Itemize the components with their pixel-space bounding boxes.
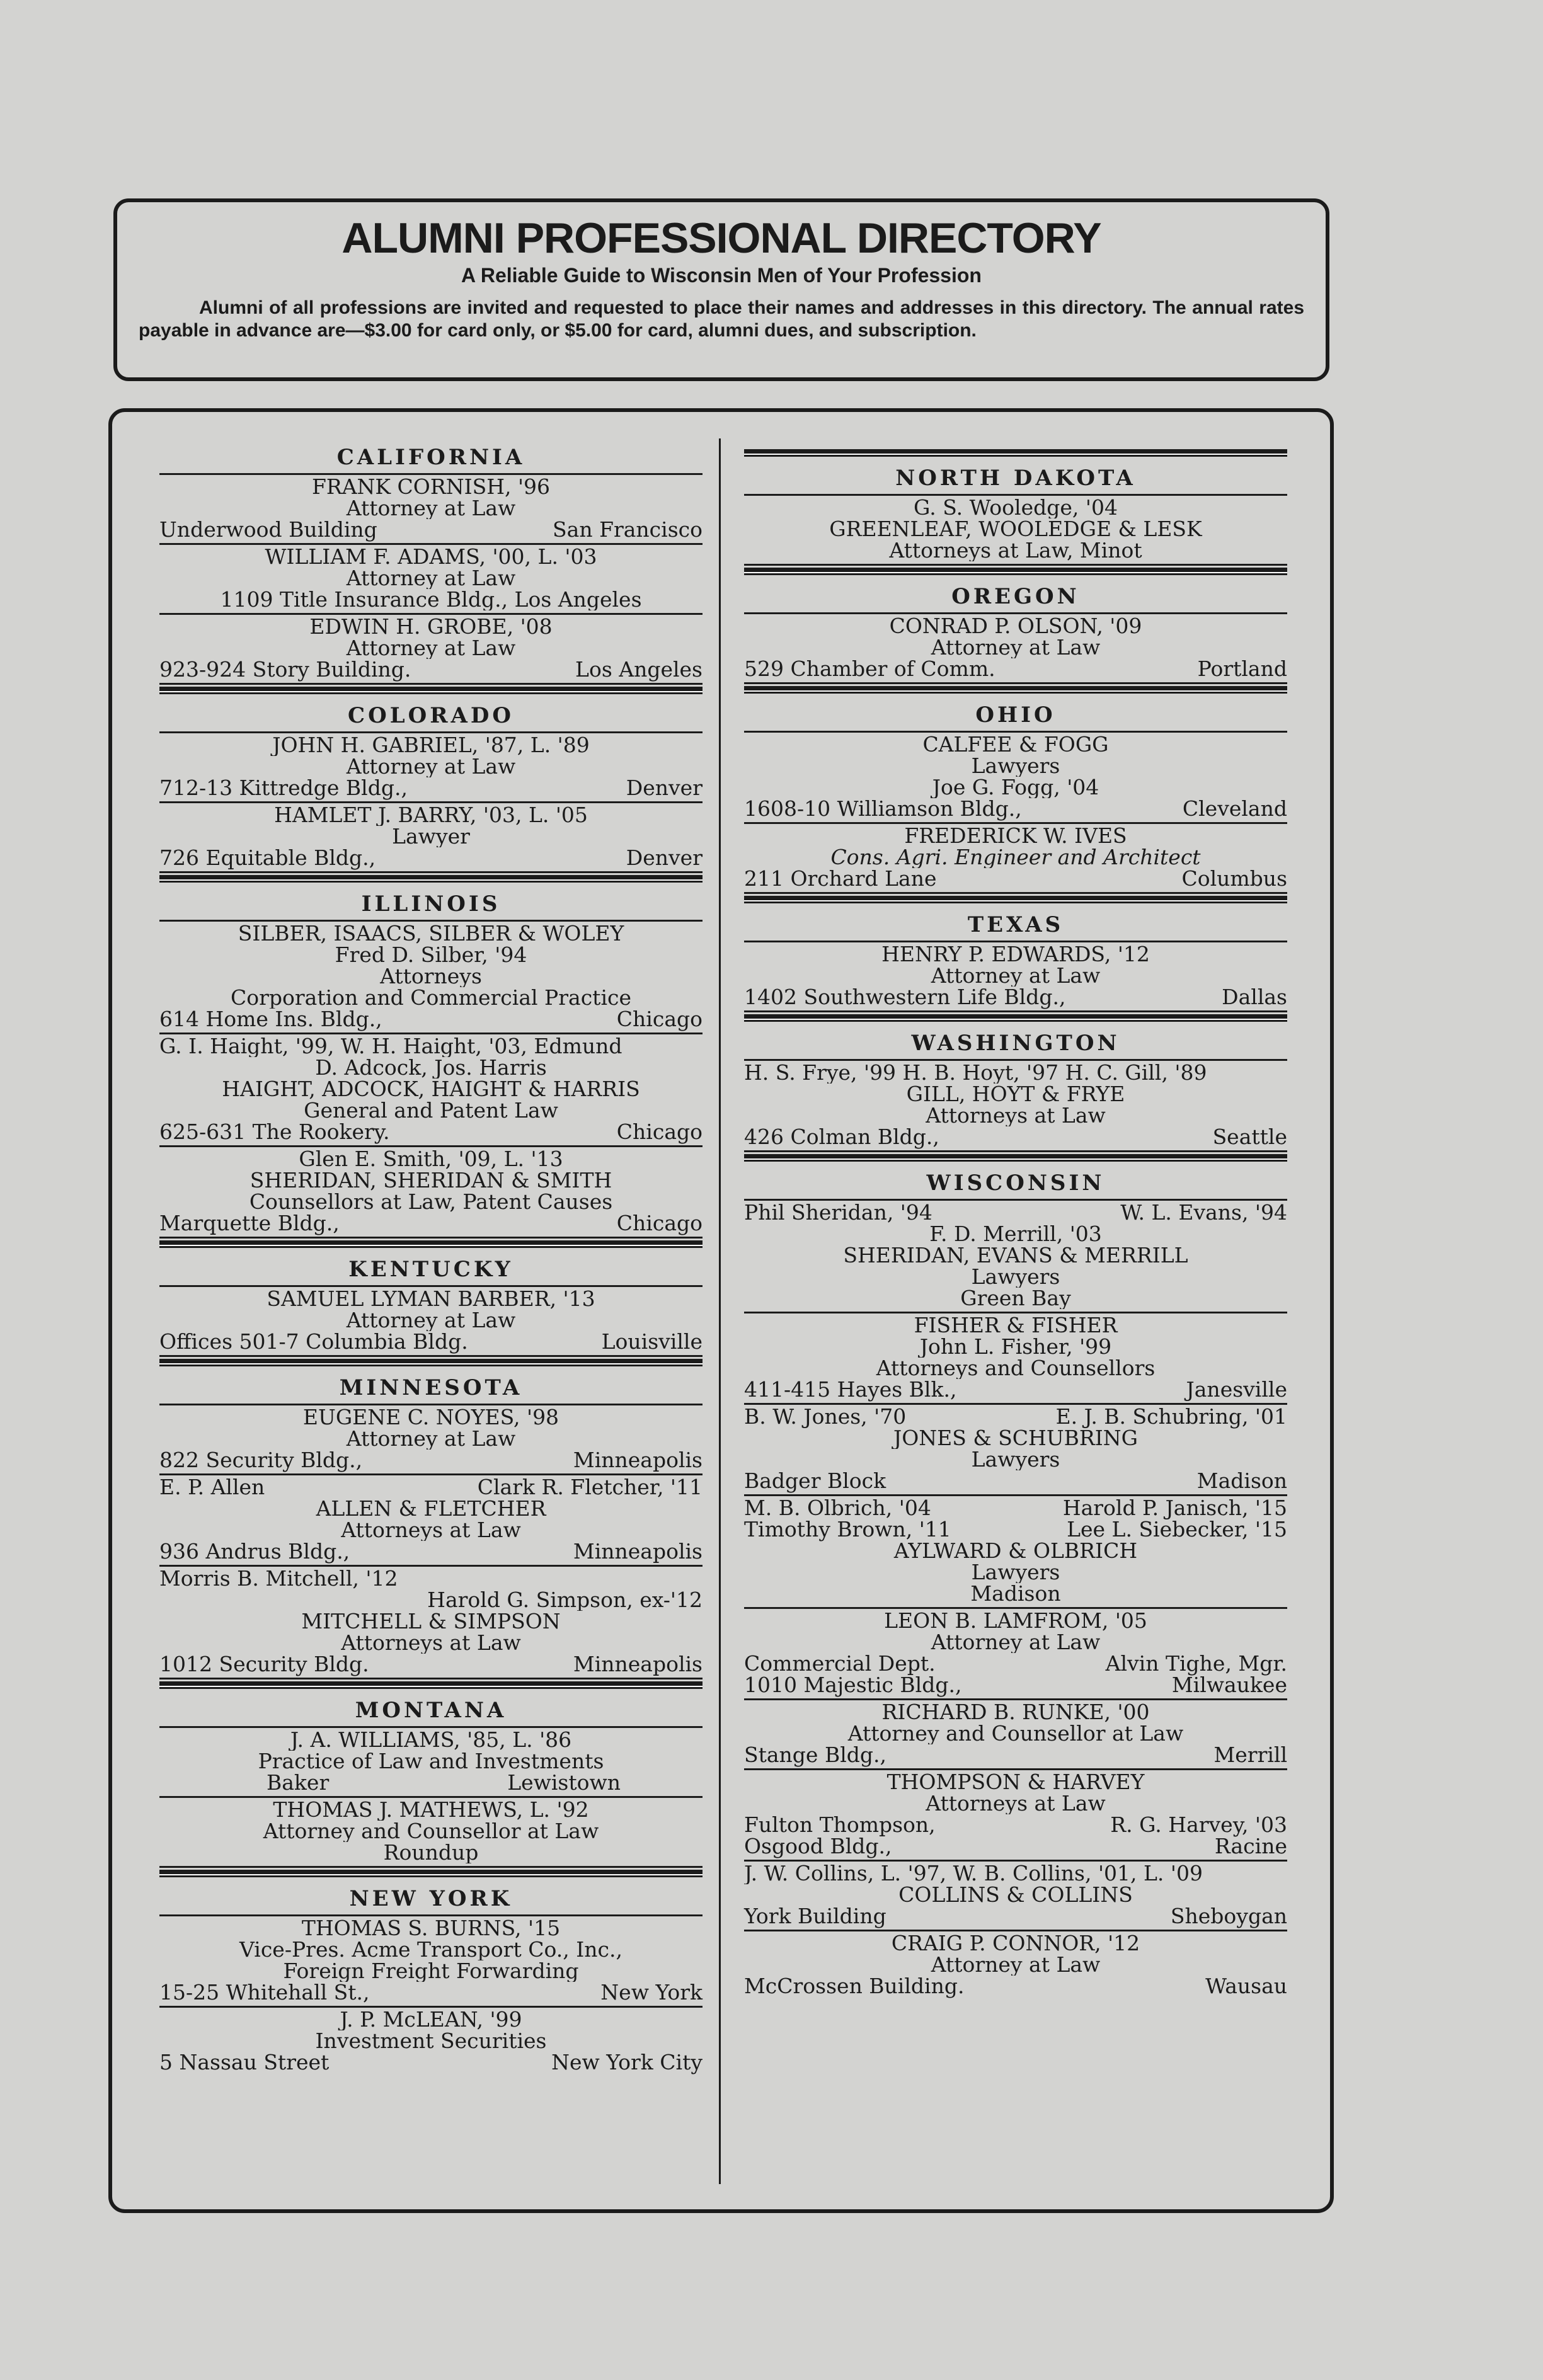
entry-city: Roundup xyxy=(383,1842,479,1863)
section-rule xyxy=(159,1870,703,1877)
entry-name: RICHARD B. RUNKE, '00 xyxy=(881,1702,1150,1723)
entry-name: Glen E. Smith, '09, L. '13 xyxy=(299,1148,563,1170)
entry-city: Dallas xyxy=(1222,985,1287,1009)
entry-name: CRAIG P. CONNOR, '12 xyxy=(891,1933,1140,1954)
entry-name: FREDERICK W. IVES xyxy=(904,825,1127,847)
entry-department: Commercial Dept. xyxy=(744,1651,936,1676)
entry-city: Milwaukee xyxy=(1171,1673,1287,1697)
entry-names: D. Adcock, Jos. Harris xyxy=(315,1057,547,1078)
entry-name: Harold P. Janisch, '15 xyxy=(1062,1496,1287,1520)
entry-practice: Foreign Freight Forwarding xyxy=(283,1960,579,1982)
entry-address: 1012 Security Bldg. xyxy=(159,1652,369,1676)
section-rule xyxy=(159,1681,703,1689)
listing-entry xyxy=(159,545,703,615)
entry-title: Lawyers xyxy=(971,1562,1060,1583)
listing-entry xyxy=(159,1475,703,1567)
entry-address: McCrossen Building. xyxy=(744,1974,965,1998)
entry-city: Merrill xyxy=(1213,1742,1287,1767)
entry-address: York Building xyxy=(744,1904,886,1928)
entry-firm: THOMPSON & HARVEY xyxy=(886,1771,1145,1793)
entry-name: HAMLET J. BARRY, '03, L. '05 xyxy=(274,804,588,826)
entry-name: THOMAS J. MATHEWS, L. '92 xyxy=(273,1799,589,1821)
section-heading-colorado: COLORADO xyxy=(159,701,703,733)
listing-entry xyxy=(744,1700,1287,1770)
entry-city: Denver xyxy=(626,845,703,870)
section-rule xyxy=(744,1014,1287,1022)
listing-entry xyxy=(744,496,1287,566)
entry-address: 712-13 Kittredge Bldg., xyxy=(159,775,408,800)
entry-title: Attorney and Counsellor at Law xyxy=(263,1821,599,1842)
entry-city: Lewistown xyxy=(507,1770,621,1795)
left-column xyxy=(159,412,703,2209)
entry-names: H. S. Frye, '99 H. B. Hoyt, '97 H. C. Gill, '89 xyxy=(744,1062,1207,1084)
listing-entry xyxy=(744,614,1287,684)
entry-title: Attorney and Counsellor at Law xyxy=(847,1723,1184,1744)
entry-name: Timothy Brown, '11 xyxy=(744,1517,951,1542)
directory-header xyxy=(113,198,1329,381)
entry-name: W. L. Evans, '94 xyxy=(1120,1200,1287,1225)
entry-name: EUGENE C. NOYES, '98 xyxy=(302,1407,559,1428)
listing-entry xyxy=(744,1609,1287,1700)
entry-address: 529 Chamber of Comm. xyxy=(744,656,995,681)
entry-firm: COLLINS & COLLINS xyxy=(898,1884,1133,1906)
entry-city: Sheboygan xyxy=(1170,1904,1287,1928)
entry-practice: Investment Securities xyxy=(315,2030,547,2052)
section-heading-ohio: OHIO xyxy=(744,700,1287,733)
entry-name: G. S. Wooledge, '04 xyxy=(914,497,1118,518)
entry-address: 1109 Title Insurance Bldg., Los Angeles xyxy=(220,589,642,610)
entry-address: Stange Bldg., xyxy=(744,1742,886,1767)
entry-city: Los Angeles xyxy=(575,657,703,682)
section-heading-montana: MONTANA xyxy=(159,1695,703,1728)
entry-name: THOMAS S. BURNS, '15 xyxy=(301,1918,561,1939)
right-column xyxy=(744,412,1287,2209)
entry-title: Attorney at Law xyxy=(346,568,516,589)
listing-entry xyxy=(159,1567,703,1679)
listing-entry xyxy=(744,942,1287,1012)
entry-firm: GILL, HOYT & FRYE xyxy=(906,1084,1125,1105)
listing-entry xyxy=(744,1405,1287,1496)
entry-names: J. W. Collins, L. '97, W. B. Collins, '01, L. '09 xyxy=(744,1863,1203,1884)
entry-title: Attorney at Law xyxy=(931,965,1101,987)
section-heading-oregon: OREGON xyxy=(744,581,1287,614)
listing-entry xyxy=(744,1770,1287,1862)
entry-firm: HAIGHT, ADCOCK, HAIGHT & HARRIS xyxy=(222,1078,640,1100)
entry-name: JOHN H. GABRIEL, '87, L. '89 xyxy=(272,735,590,756)
entry-city: San Francisco xyxy=(553,517,703,542)
entry-address: 614 Home Ins. Bldg., xyxy=(159,1007,382,1031)
listing-entry xyxy=(159,1405,703,1475)
entry-firm: CALFEE & FOGG xyxy=(922,734,1109,755)
entry-title: Attorneys at Law xyxy=(926,1793,1106,1814)
entry-title: Lawyers xyxy=(971,1449,1060,1470)
listing-entry xyxy=(159,1287,703,1357)
entry-city: Janesville xyxy=(1186,1377,1287,1402)
entry-address: Osgood Bldg., xyxy=(744,1834,892,1858)
section-rule xyxy=(744,686,1287,694)
entry-address: Marquette Bldg., xyxy=(159,1211,340,1235)
entry-title: Attorney at Law xyxy=(346,1428,516,1450)
listing-entry xyxy=(744,1061,1287,1152)
section-rule xyxy=(159,687,703,694)
entry-name: Harold G. Simpson, ex-'12 xyxy=(427,1589,703,1611)
entry-city: Chicago xyxy=(616,1007,703,1031)
entry-title: Attorney at Law xyxy=(346,756,516,777)
entry-firm: MITCHELL & SIMPSON xyxy=(301,1611,561,1632)
entry-city: Madison xyxy=(970,1583,1061,1605)
entry-city: Minneapolis xyxy=(573,1539,703,1564)
section-heading-new-york: NEW YORK xyxy=(159,1884,703,1916)
entry-name: M. B. Olbrich, '04 xyxy=(744,1496,931,1520)
entry-name: F. D. Merrill, '03 xyxy=(929,1223,1102,1245)
entry-city: Wausau xyxy=(1205,1974,1287,1998)
entry-practice: Corporation and Commercial Practice xyxy=(230,987,632,1009)
entry-name: J. A. WILLIAMS, '85, L. '86 xyxy=(290,1729,572,1751)
listing-entry xyxy=(159,1728,703,1798)
listing-entry xyxy=(159,1798,703,1868)
entry-name: R. G. Harvey, '03 xyxy=(1110,1812,1287,1837)
section-heading-north-dakota: NORTH DAKOTA xyxy=(744,463,1287,496)
section-rule xyxy=(744,1154,1287,1162)
entry-name: B. W. Jones, '70 xyxy=(744,1404,907,1429)
column-divider xyxy=(719,438,721,2184)
entry-practice: General and Patent Law xyxy=(304,1100,558,1121)
entry-city: Cleveland xyxy=(1182,796,1287,821)
entry-firm: AYLWARD & OLBRICH xyxy=(893,1540,1138,1562)
entry-address: 726 Equitable Bldg., xyxy=(159,845,376,870)
entry-name: E. P. Allen xyxy=(159,1475,265,1499)
entry-address: 923-924 Story Building. xyxy=(159,657,411,682)
entry-name: WILLIAM F. ADAMS, '00, L. '03 xyxy=(265,546,597,568)
entry-firm: JONES & SCHUBRING xyxy=(893,1427,1139,1449)
entry-name: John L. Fisher, '99 xyxy=(919,1336,1112,1358)
listing-entry xyxy=(744,1862,1287,1931)
entry-address: 5 Nassau Street xyxy=(159,2050,330,2074)
entry-address: 936 Andrus Bldg., xyxy=(159,1539,350,1564)
entry-title: Lawyer xyxy=(392,826,470,847)
entry-address: 211 Orchard Lane xyxy=(744,866,937,891)
entry-city: Minneapolis xyxy=(573,1652,703,1676)
entry-practice: Counsellors at Law, Patent Causes xyxy=(249,1191,613,1213)
entry-title: Lawyers xyxy=(971,1266,1060,1288)
section-heading-illinois: ILLINOIS xyxy=(159,889,703,922)
section-heading-wisconsin: WISCONSIN xyxy=(744,1168,1287,1201)
entry-name: Morris B. Mitchell, '12 xyxy=(159,1568,398,1589)
directory-listing xyxy=(108,408,1334,2213)
entry-firm: GREENLEAF, WOOLEDGE & LESK xyxy=(829,518,1202,540)
section-heading-minnesota: MINNESOTA xyxy=(159,1373,703,1405)
entry-name: Fulton Thompson, xyxy=(744,1812,936,1837)
entry-title: Cons. Agri. Engineer and Architect xyxy=(830,847,1201,868)
listing-entry xyxy=(159,475,703,545)
entry-address: 1010 Majestic Bldg., xyxy=(744,1673,962,1697)
page-subtitle: A Reliable Guide to Wisconsin Men of Your Profession xyxy=(461,264,982,287)
section-rule xyxy=(744,896,1287,903)
entry-firm: FISHER & FISHER xyxy=(914,1315,1118,1336)
entry-address: 426 Colman Bldg., xyxy=(744,1124,939,1149)
entry-city: Chicago xyxy=(616,1119,703,1144)
entry-city: Racine xyxy=(1214,1834,1287,1858)
entry-address: 625-631 The Rookery. xyxy=(159,1119,390,1144)
listing-entry xyxy=(159,615,703,685)
entry-address: Badger Block xyxy=(744,1468,886,1493)
entry-manager: Alvin Tighe, Mgr. xyxy=(1105,1651,1287,1676)
entry-name: LEON B. LAMFROM, '05 xyxy=(884,1610,1147,1632)
entry-address: Offices 501-7 Columbia Bldg. xyxy=(159,1329,468,1354)
entry-address: 1402 Southwestern Life Bldg., xyxy=(744,985,1066,1009)
entry-city: Denver xyxy=(626,775,703,800)
entry-address: 822 Security Bldg., xyxy=(159,1448,363,1472)
entry-firm: SHERIDAN, SHERIDAN & SMITH xyxy=(250,1170,612,1191)
entry-name: FRANK CORNISH, '96 xyxy=(311,476,551,498)
entry-name: Fred D. Silber, '94 xyxy=(335,944,527,966)
entry-city: New York City xyxy=(551,2050,703,2074)
listing-entry xyxy=(744,824,1287,894)
entry-title: Attorney at Law xyxy=(931,637,1101,658)
section-rule xyxy=(744,449,1287,457)
entry-practice: Practice of Law and Investments xyxy=(258,1751,604,1772)
entry-title: Attorney at Law xyxy=(346,498,516,519)
entry-title: Attorney at Law xyxy=(346,638,516,659)
entry-title: Attorneys xyxy=(380,966,482,987)
listing-entry xyxy=(744,1496,1287,1609)
entry-city: Portland xyxy=(1197,656,1287,681)
entry-firm: SHERIDAN, EVANS & MERRILL xyxy=(843,1245,1188,1266)
entry-city: Madison xyxy=(1196,1468,1287,1493)
entry-title: Attorney at Law xyxy=(346,1310,516,1331)
entry-names: G. I. Haight, '99, W. H. Haight, '03, Edmund xyxy=(159,1036,622,1057)
entry-city: Green Bay xyxy=(960,1288,1071,1309)
section-rule xyxy=(744,568,1287,575)
entry-city: Louisville xyxy=(601,1329,703,1354)
section-heading-washington: WASHINGTON xyxy=(744,1028,1287,1061)
entry-title: Lawyers xyxy=(971,755,1060,777)
listing-entry xyxy=(159,2008,703,2076)
entry-firm: SILBER, ISAACS, SILBER & WOLEY xyxy=(238,923,624,944)
entry-name: Phil Sheridan, '94 xyxy=(744,1200,932,1225)
listing-entry xyxy=(744,1313,1287,1405)
entry-title: Attorneys at Law, Minot xyxy=(889,540,1142,561)
intro-text: Alumni of all professions are invited and requested to place their names and addresses in this directory. The annual rates payable in advance are—$3.00 for card only, or $5.00 for card, alumni dues, and subscription. xyxy=(139,297,1304,341)
listing-entry xyxy=(159,733,703,803)
section-heading-kentucky: KENTUCKY xyxy=(159,1254,703,1287)
entry-title: Attorneys at Law xyxy=(341,1632,521,1654)
listing-entry xyxy=(159,1034,703,1147)
section-heading-california: CALIFORNIA xyxy=(159,442,703,475)
section-heading-texas: TEXAS xyxy=(744,910,1287,942)
entry-title: Attorney at Law xyxy=(931,1954,1101,1976)
entry-name: E. J. B. Schubring, '01 xyxy=(1055,1404,1287,1429)
entry-address: 411-415 Hayes Blk., xyxy=(744,1377,957,1402)
entry-title: Attorney at Law xyxy=(931,1632,1101,1653)
listing-entry xyxy=(159,922,703,1034)
entry-title: Attorneys at Law xyxy=(926,1105,1106,1126)
entry-address: 1608-10 Williamson Bldg., xyxy=(744,796,1022,821)
entry-name: SAMUEL LYMAN BARBER, '13 xyxy=(267,1288,595,1310)
listing-entry xyxy=(159,803,703,873)
entry-address: Underwood Building xyxy=(159,517,377,542)
entry-name: Clark R. Fletcher, '11 xyxy=(477,1475,703,1499)
entry-name: EDWIN H. GROBE, '08 xyxy=(309,616,553,638)
entry-name: Joe G. Fogg, '04 xyxy=(932,777,1099,798)
entry-city: Columbus xyxy=(1181,866,1287,891)
listing-entry xyxy=(744,1201,1287,1313)
listing-entry xyxy=(744,733,1287,824)
section-rule xyxy=(159,1240,703,1248)
listing-entry xyxy=(159,1147,703,1239)
page-title: ALUMNI PROFESSIONAL DIRECTORY xyxy=(341,214,1101,262)
entry-city: Seattle xyxy=(1212,1124,1287,1149)
entry-address: 15-25 Whitehall St., xyxy=(159,1980,370,2005)
entry-name: J. P. McLEAN, '99 xyxy=(340,2009,522,2030)
listing-entry xyxy=(159,1916,703,2008)
entry-name: CONRAD P. OLSON, '09 xyxy=(889,615,1142,637)
entry-firm: ALLEN & FLETCHER xyxy=(316,1498,546,1519)
entry-title: Vice-Pres. Acme Transport Co., Inc., xyxy=(239,1939,622,1960)
entry-title: Attorneys at Law xyxy=(341,1519,521,1541)
entry-city: Baker xyxy=(267,1770,330,1795)
entry-city: Minneapolis xyxy=(573,1448,703,1472)
section-rule xyxy=(159,875,703,883)
entry-title: Attorneys and Counsellors xyxy=(876,1358,1156,1379)
entry-name: HENRY P. EDWARDS, '12 xyxy=(881,944,1150,965)
entry-name: Lee L. Siebecker, '15 xyxy=(1067,1517,1287,1542)
entry-city: New York xyxy=(600,1980,703,2005)
entry-city: Chicago xyxy=(616,1211,703,1235)
section-rule xyxy=(159,1359,703,1366)
listing-entry xyxy=(744,1931,1287,2000)
